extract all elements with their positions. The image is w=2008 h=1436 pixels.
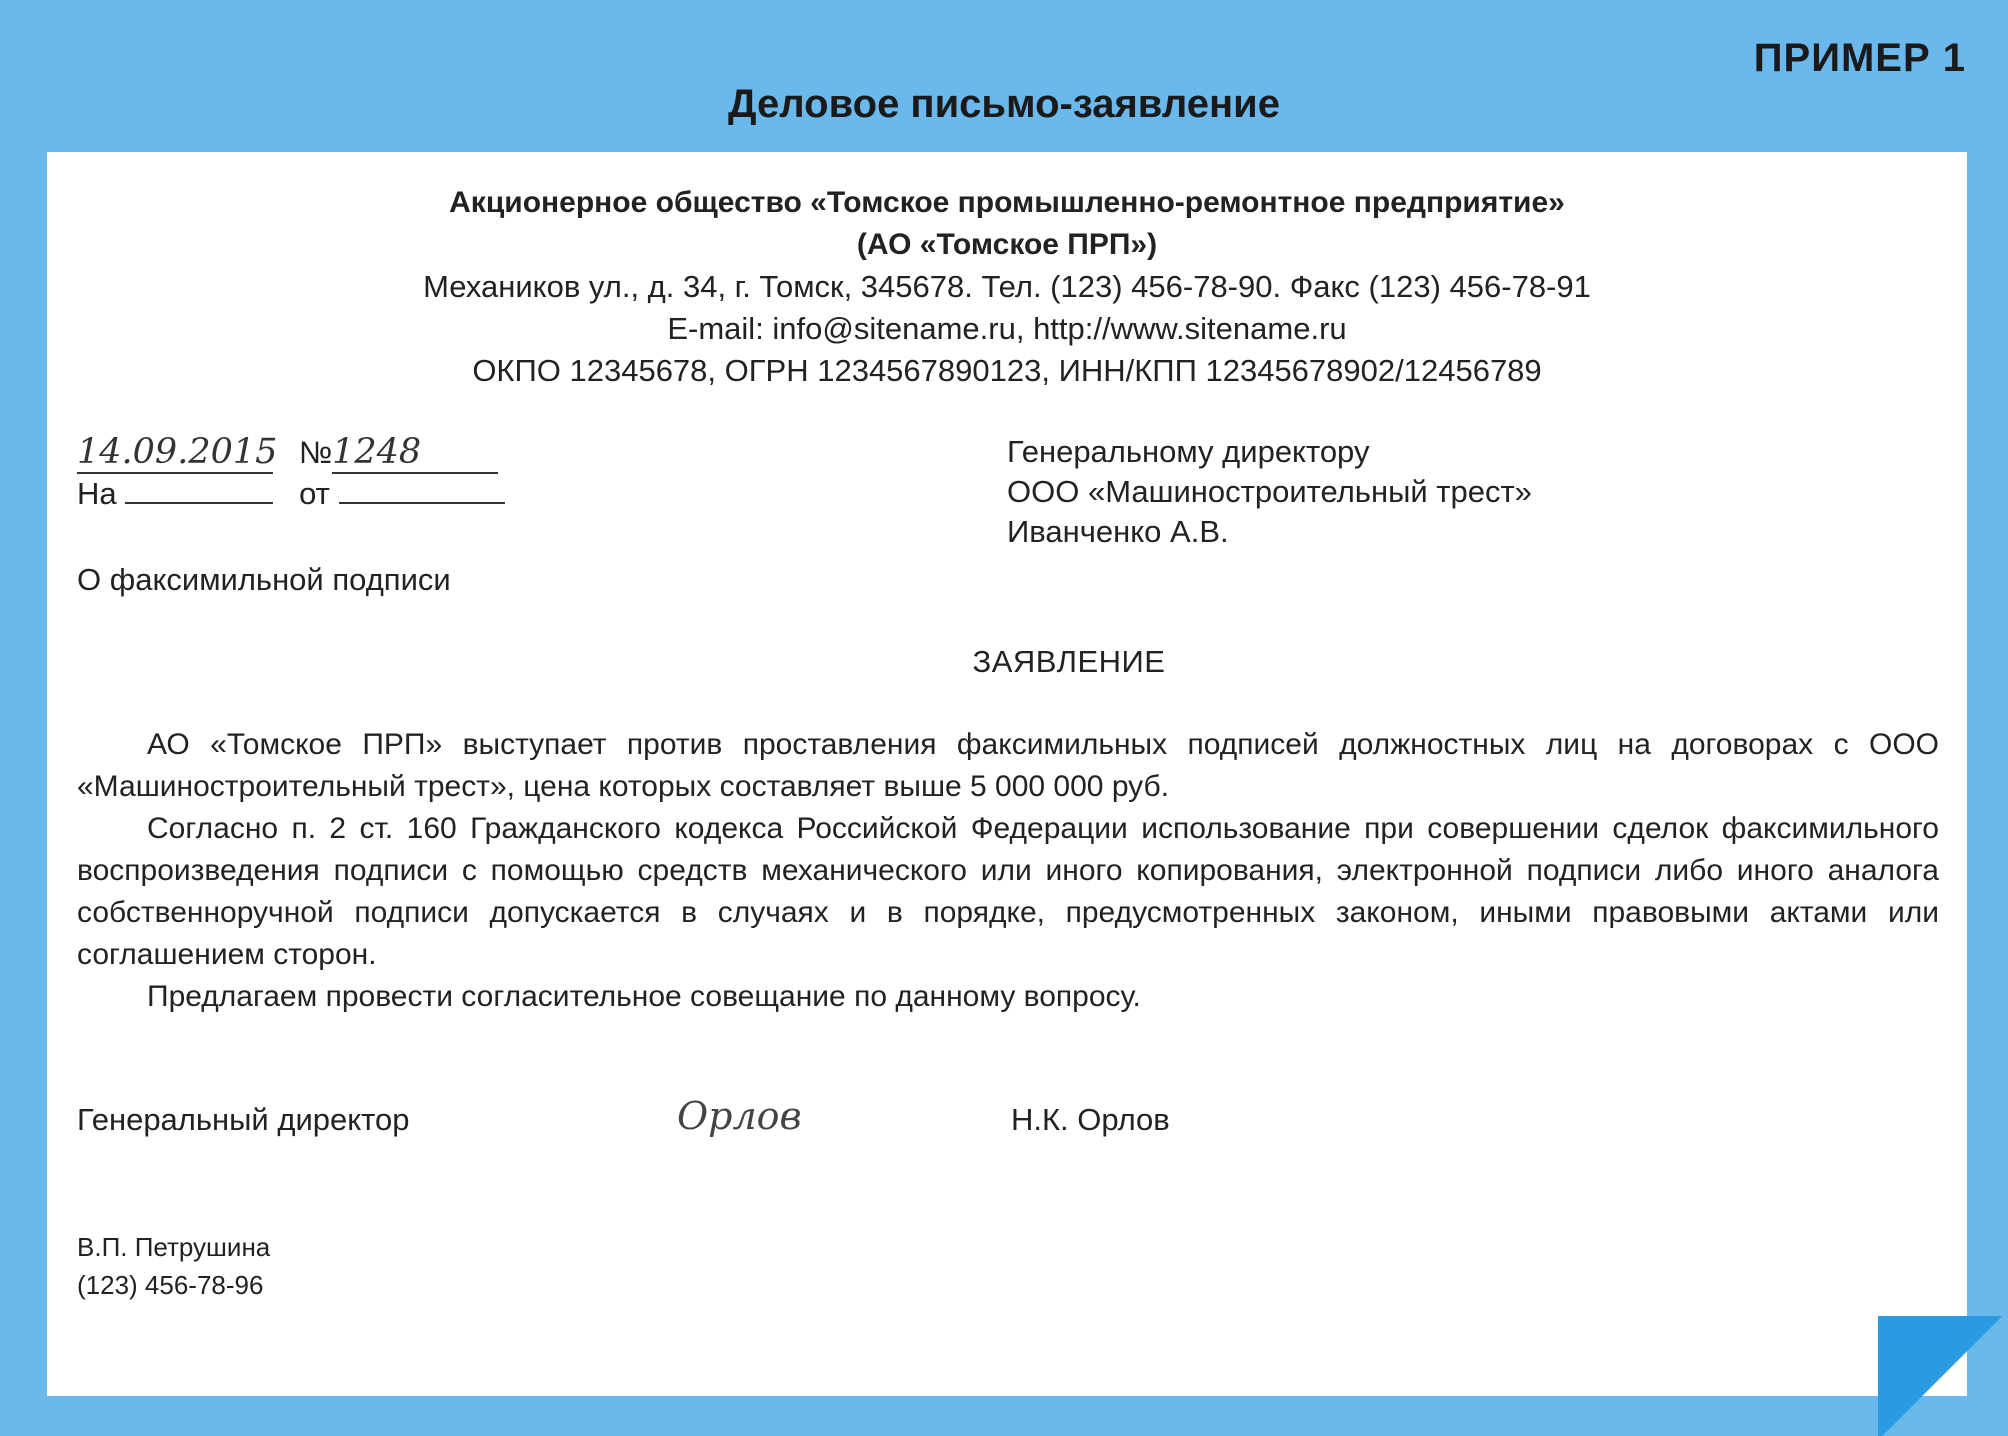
signature-block xyxy=(77,1094,1939,1162)
executor-block xyxy=(77,1228,270,1304)
letterhead xyxy=(47,182,1967,392)
recipient-position: Генеральному директору xyxy=(1007,434,1370,469)
recipient-name: Иванченко А.В. xyxy=(1007,514,1229,549)
handwritten-number: 1248 xyxy=(332,432,498,474)
executor-name: В.П. Петрушина xyxy=(77,1232,271,1262)
recipient-company: ООО «Машиностроительный трест» xyxy=(1007,474,1532,509)
org-contacts: E-mail: info@sitename.ru, http://www.sitename.ru xyxy=(667,311,1347,346)
reply-to-label: На xyxy=(77,476,117,511)
body-paragraph: Предлагаем провести согласительное совещание по данному вопросу. xyxy=(147,980,1141,1013)
handwritten-signature: Орлов xyxy=(677,1094,802,1138)
org-codes: ОКПО 12345678, ОГРН 1234567890123, ИНН/КПП 12345678902/12456789 xyxy=(472,353,1542,388)
executor-phone: (123) 456-78-96 xyxy=(77,1270,264,1300)
recipient-block xyxy=(1007,432,1532,552)
org-name: Акционерное общество «Томское промышленно-ремонтное предприятие» xyxy=(449,186,1565,219)
letter-sheet xyxy=(47,152,1967,1396)
signer-position: Генеральный директор xyxy=(77,1102,410,1137)
number-label: № xyxy=(298,435,333,470)
from-date-blank xyxy=(339,474,505,504)
org-address: Механиков ул., д. 34, г. Томск, 345678. Тел. (123) 456-78-90. Факс (123) 456-78-91 xyxy=(423,269,1591,304)
signer-name: Н.К. Орлов xyxy=(1011,1102,1170,1137)
sample-label: ПРИМЕР 1 xyxy=(1753,36,1966,80)
letter-subject: О факсимильной подписи xyxy=(77,562,451,597)
org-short-name: (АО «Томское ПРП») xyxy=(856,228,1158,261)
reply-to-blank xyxy=(125,474,273,504)
body-paragraph: Согласно п. 2 ст. 160 Гражданского кодекса Российской Федерации использование при совершении сделок факсимильного воспроизведения подписи с помощью средств механического или иного копирования, электронной подписи либо иного аналога собственноручной подписи допускается в случаях и в порядке, предусмотренных законом, иными правовыми актами или соглашением сторон. xyxy=(77,812,1939,971)
from-label: от xyxy=(299,476,330,511)
handwritten-date: 14.09.2015 xyxy=(77,432,278,472)
letter-body xyxy=(77,724,1939,1018)
document-type: ЗАЯВЛЕНИЕ xyxy=(972,644,1166,679)
page-title: Деловое письмо-заявление xyxy=(728,82,1280,126)
page-corner-fold xyxy=(1878,1316,2008,1436)
registration-block xyxy=(77,432,505,514)
body-paragraph: АО «Томское ПРП» выступает против проставления факсимильных подписей должностных лиц на договорах с ООО «Машиностроительный трест», цена которых составляет выше 5 000 000 руб. xyxy=(77,728,1939,803)
